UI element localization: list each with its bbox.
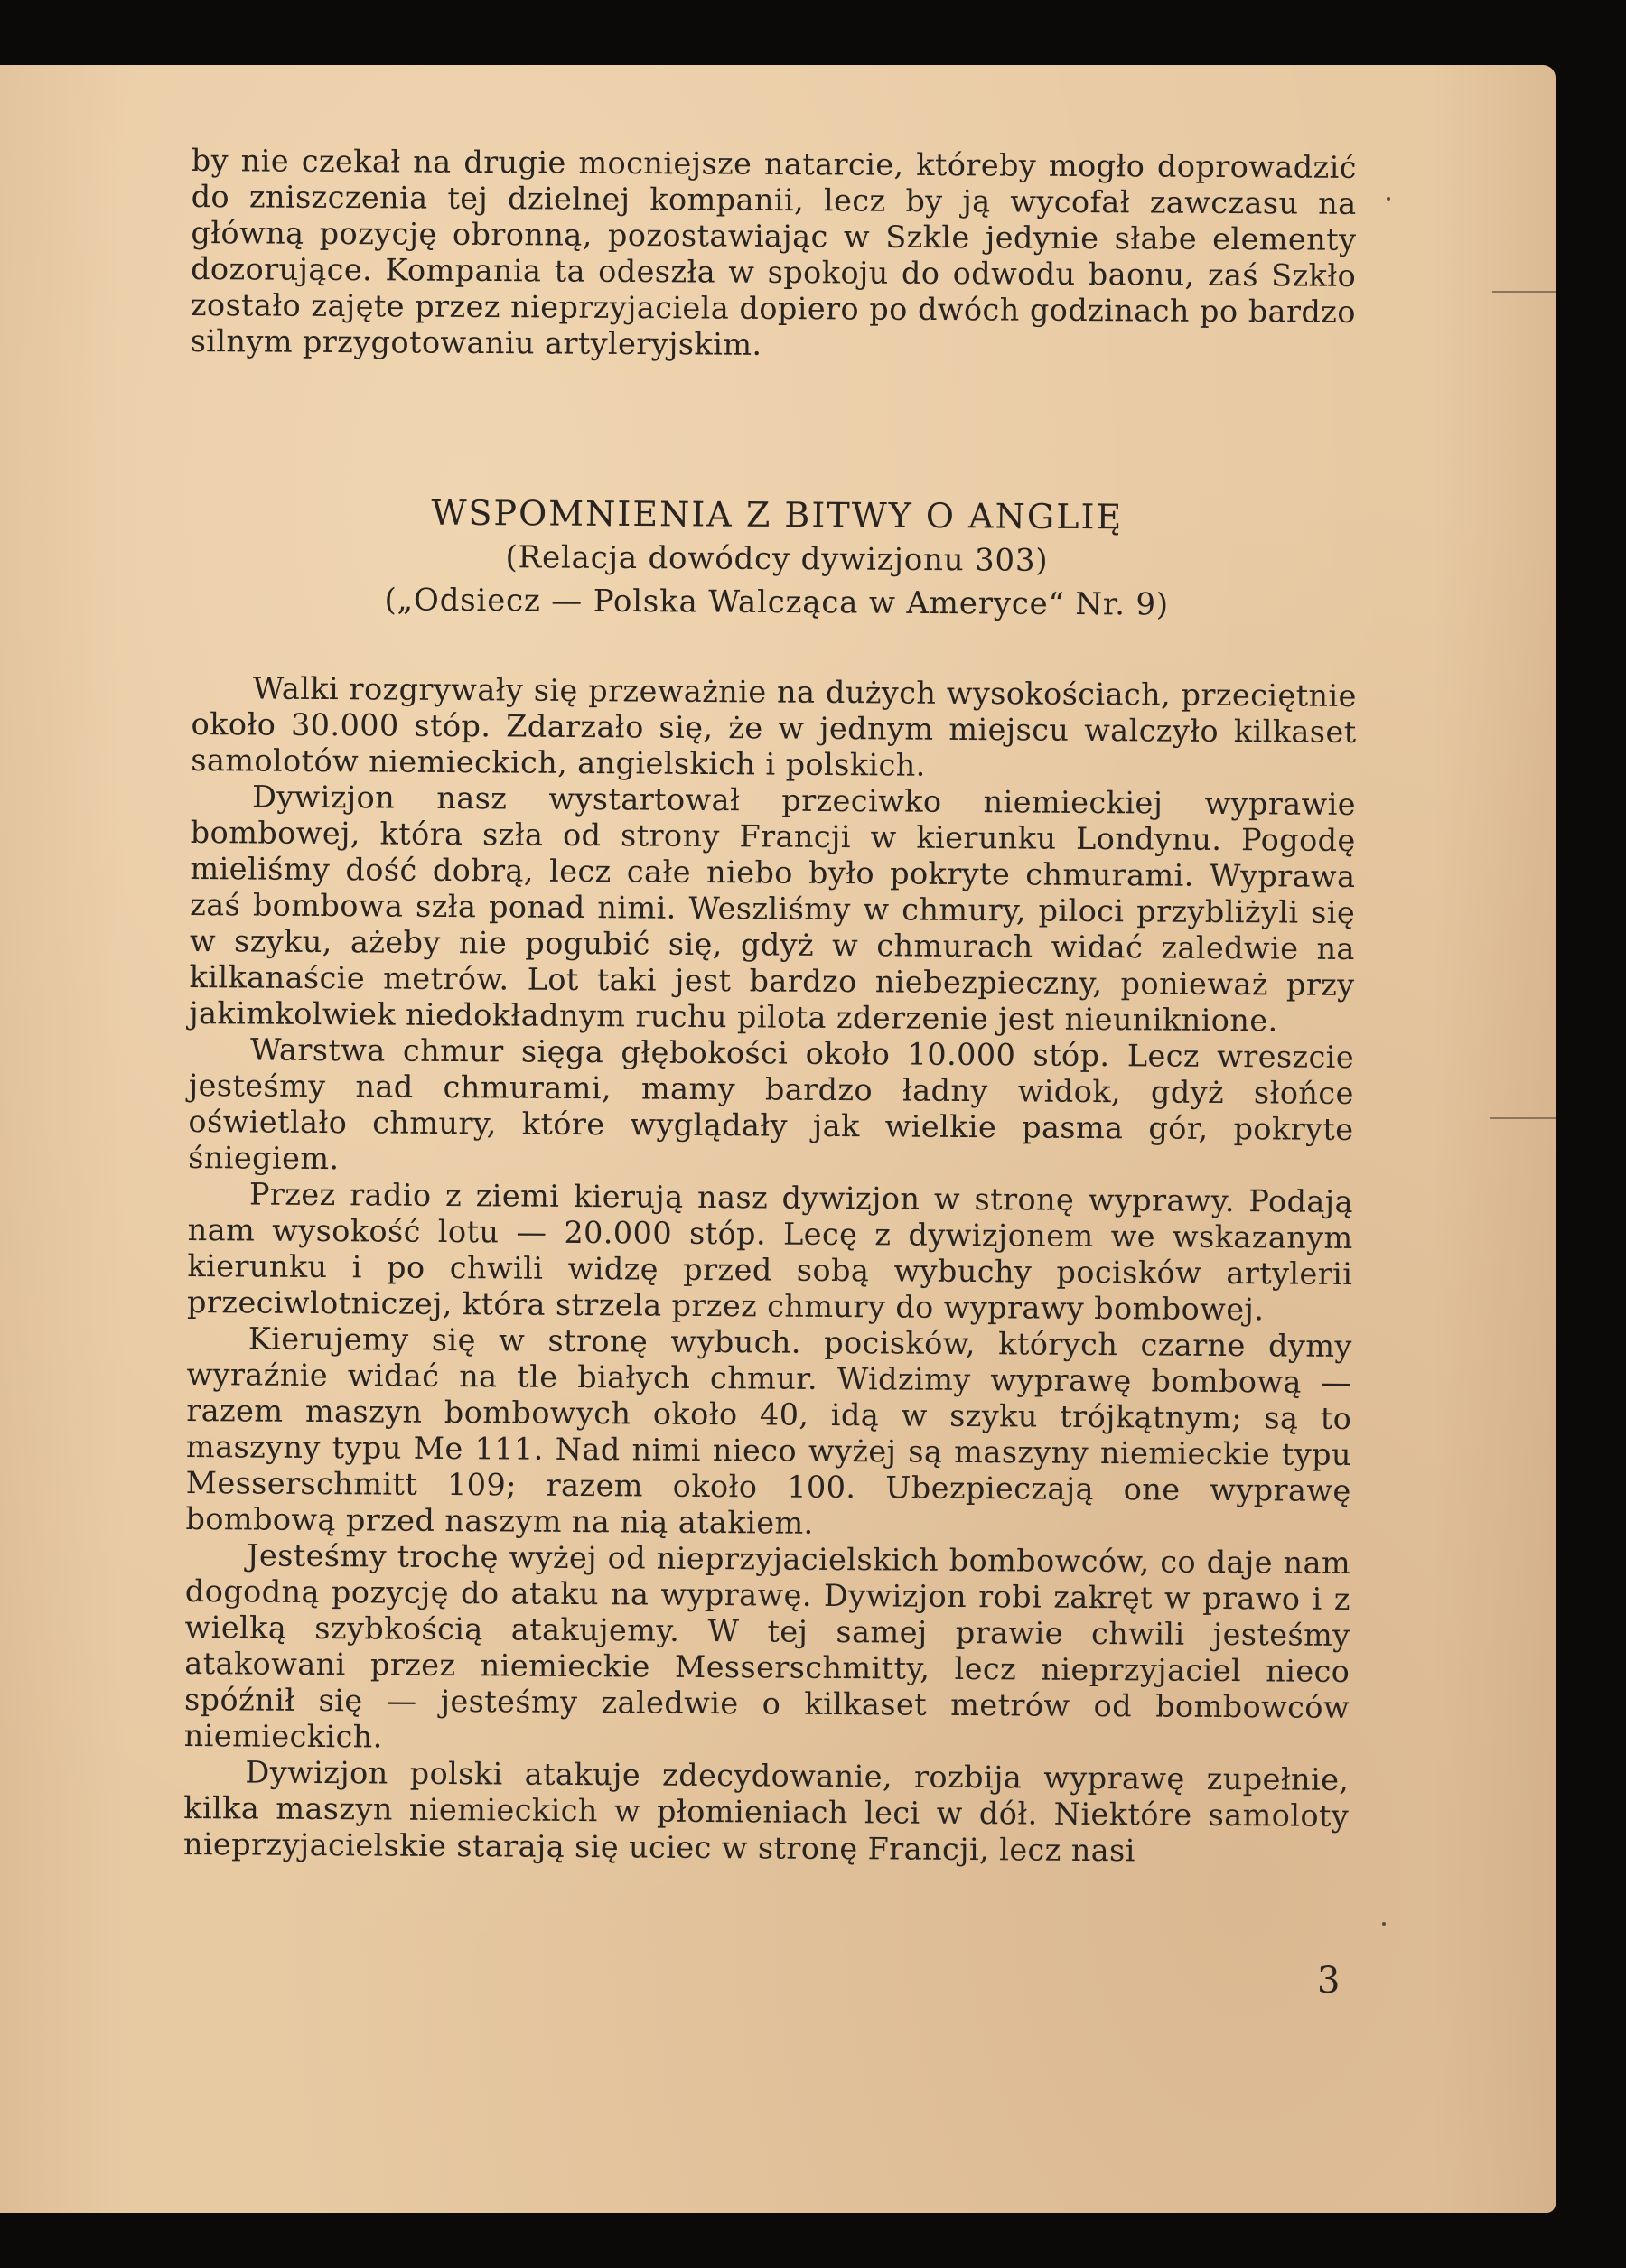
page-number: 3: [1317, 1960, 1341, 2002]
intro-paragraph: [191, 143, 1357, 367]
body-paragraph: Jesteśmy trochę wyżej od nieprzyjacielskich bombowców, co daje nam dogodną pozycję do ataku na wyprawę. Dywizjon robi zakręt w prawo i z wielką szybkością atakujemy. W tej samej prawie chwili jesteśmy atakowani przez niemieckie Messerschmitty, lecz nieprzyjaciel nieco spóźnił się — jesteśmy zaledwie o kilkaset metrów od bombowców niemieckich.: [183, 1537, 1351, 1755]
body-paragraph: Dywizjon polski atakuje zdecydowanie, rozbija wyprawę zupełnie, kilka maszyn niemieckich w płomieniach leci w dół. Niektóre samoloty nieprzyjacielskie starają się uciec w stronę Francji, lecz nasi: [182, 1754, 1350, 1869]
body-paragraph: Warstwa chmur sięga głębokości około 10.000 stóp. Lecz wreszcie jesteśmy nad chmurami, mamy bardzo ładny widok, gdyż słońce oświetlało chmury, które wyglądały jak wielkie pasma gór, pokryte śniegiem.: [188, 1031, 1355, 1177]
body-paragraph: Kierujemy się w stronę wybuch. pocisków, których czarne dymy wyraźnie widać na tle białych chmur. Widzimy wyprawę bombową — razem maszyn bombowych około 40, idą w szyku trójkątnym; są to maszyny typu Me 111. Nad nimi nieco wyżej są maszyny niemieckie typu Messerschmitt 109; razem około 100. Ubezpieczają one wyprawę bombową przed naszym na nią atakiem.: [185, 1321, 1352, 1541]
article-body: [183, 670, 1357, 1871]
article-source: („Odsiecz — Polska Walcząca w Ameryce“ Nr. 9): [384, 582, 1170, 623]
article-subtitle: (Relacja dowódcy dywizjonu 303): [505, 539, 1049, 579]
intro-text: by nie czekał na drugie mocniejsze natarcie, któreby mogło doprowadzić do zniszczenia tej dzielnej kompanii, lecz by ją wycofał zawczasu na główną pozycję obronną, pozostawiając w Szkle jedynie słabe elementy dozorujące. Kompania ta odeszła w spokoju do odwodu baonu, zaś Szkło zostało zajęte przez nieprzyjaciela dopiero po dwóch godzinach po bardzo silnym przygotowaniu artyleryjskim.: [190, 143, 1357, 362]
paper-speck: [1382, 1922, 1386, 1926]
article-title: WSPOMNIENIA Z BITWY O ANGLIĘ: [431, 492, 1124, 537]
margin-mark: [1492, 291, 1556, 293]
body-paragraph: Walki rozgrywały się przeważnie na dużych wysokościach, przeciętnie około 30.000 stóp. Zdarzało się, że w jednym miejscu walczyło kilkaset samolotów niemieckich, angielskich i polskich.: [191, 670, 1357, 783]
paper-speck: [1387, 197, 1390, 201]
body-paragraph: Dywizjon nasz wystartował przeciwko niemieckiej wyprawie bombowej, która szła od strony Francji w kierunku Londynu. Pogodę mieliśmy dość dobrą, lecz całe niebo było pokryte chmurami. Wyprawa zaś bombowa szła ponad nimi. Weszliśmy w chmury, piloci przybliżyli się w szyku, ażeby nie pogubić się, gdyż w chmurach widać zaledwie na kilkanaście metrów. Lot taki jest bardzo niebezpieczny, ponieważ przy jakimkolwiek niedokładnym ruchu pilota zderzenie jest nieuniknione.: [189, 779, 1357, 1039]
margin-mark: [1490, 1117, 1556, 1119]
body-paragraph: Przez radio z ziemi kierują nasz dywizjon w stronę wyprawy. Podają nam wysokość lotu — 20.000 stóp. Lecę z dywizjonem we wskazanym kierunku i po chwili widzę przed sobą wybuchy pocisków artylerii przeciwlotniczej, która strzela przez chmury do wyprawy bombowej.: [186, 1176, 1354, 1328]
article-heading: [271, 490, 1284, 628]
